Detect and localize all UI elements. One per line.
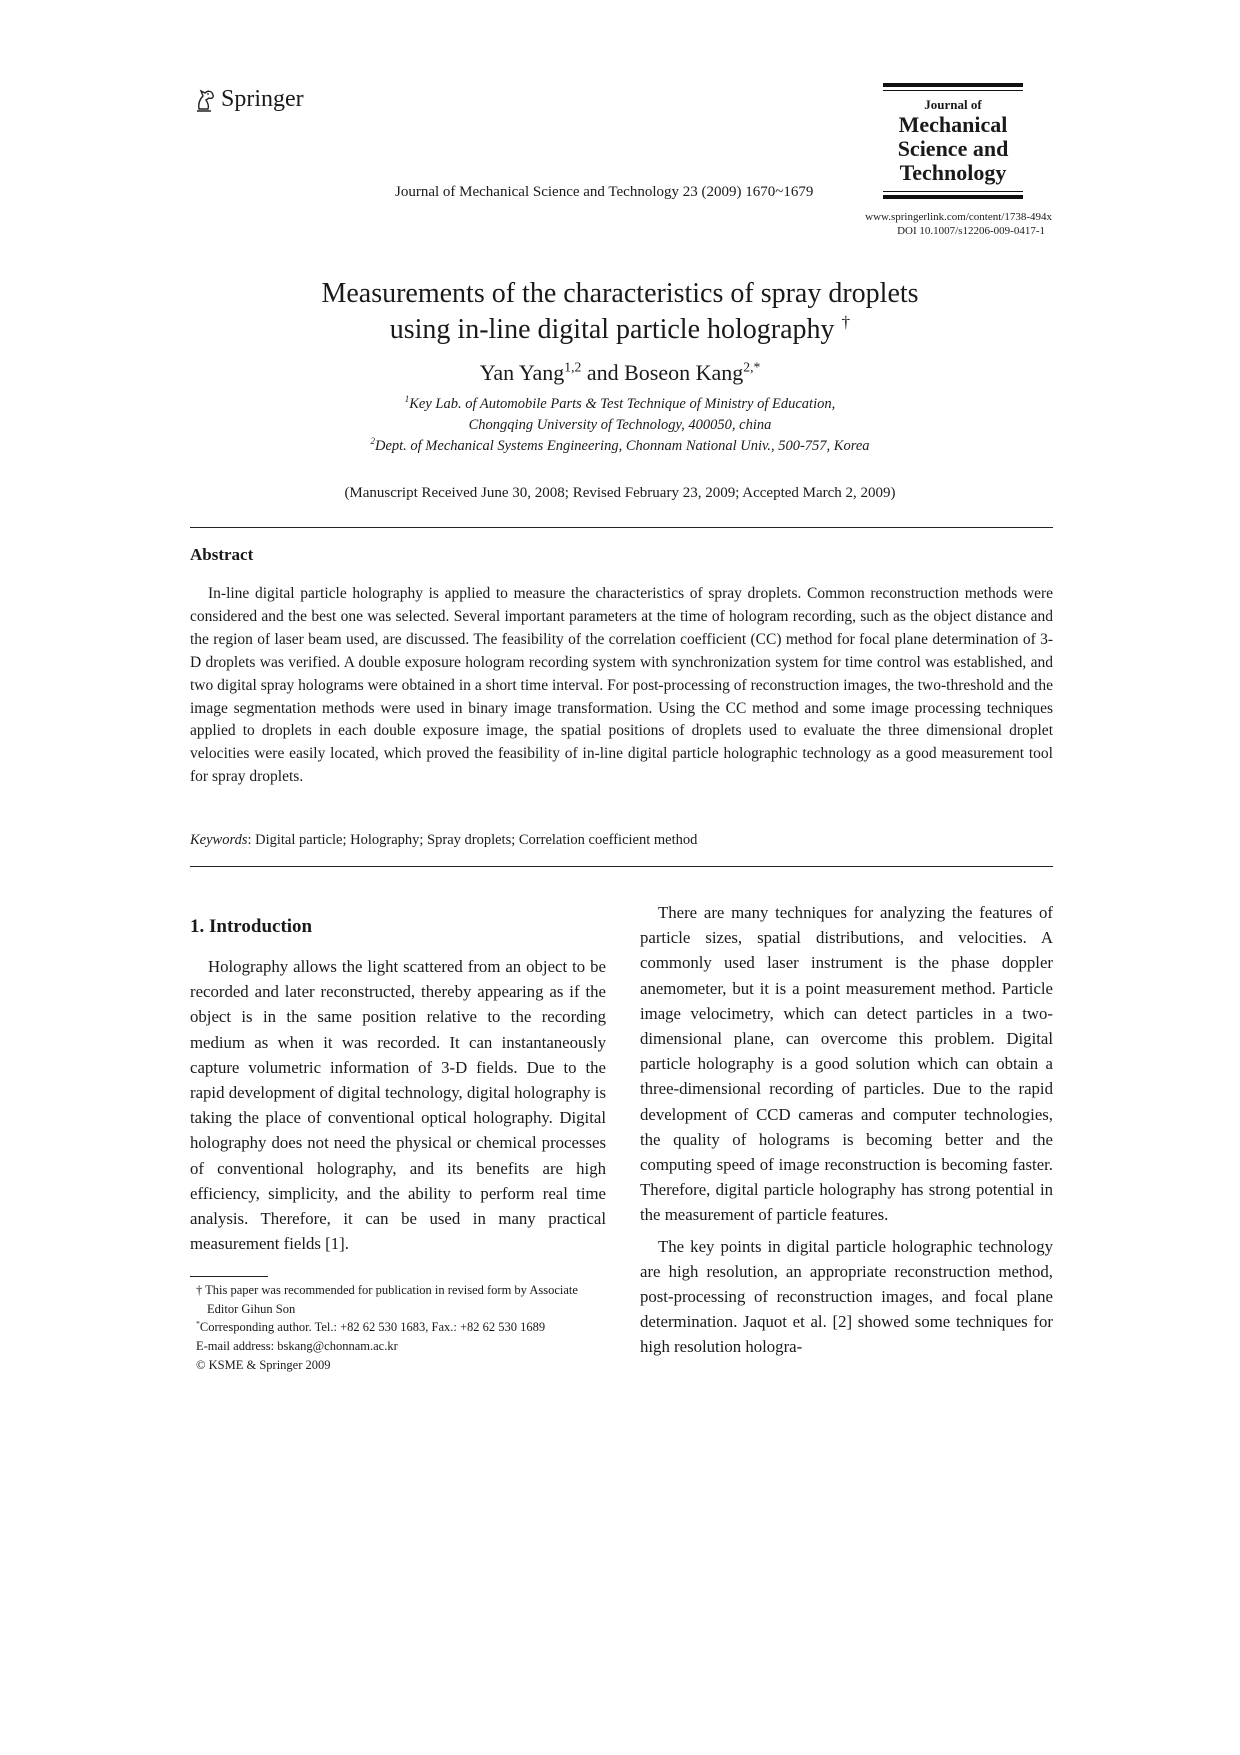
affiliation-1 [190, 396, 1050, 413]
footnote-rule [190, 1276, 268, 1277]
footnote-recommend-cont: Editor Gihun Son [207, 1301, 296, 1316]
manuscript-dates: (Manuscript Received June 30, 2008; Revised February 23, 2009; Accepted March 2, 2009) [344, 485, 896, 501]
abstract-body [190, 583, 1053, 789]
journal-title-box [883, 83, 1023, 199]
footnote-copyright: © KSME & Springer 2009 [196, 1357, 331, 1372]
abstract-text: In-line digital particle holography is applied to measure the characteristics of spray droplets. Common reconstruction methods were considered and the best one was selected. Several important parameters at the time of hologram recording, such as the object distance and the region of laser beam used, are discussed. The feasibility of the correlation coefficient (CC) method for focal plane determination of 3-D droplets was verified. A double exposure hologram recording system with synchronization system for time control was established, and two digital spray holograms were obtained in a short time interval. For post-processing of reconstruction images, the two-threshold and the image segmentation methods were used in binary image transformation. Using the CC method and some image processing techniques applied to droplets in each double exposure image, the spatial positions of droplets used to evaluate the three dimensional droplet velocities were easily located, which proved the feasibility of in-line digital particle holographic technology as a good measurement tool for spray droplets. [190, 585, 1053, 786]
title-footnote-mark: † [841, 312, 851, 332]
keywords-line [190, 832, 1053, 849]
keywords-text: : Digital particle; Holography; Spray droplets; Correlation coefficient method [247, 832, 698, 848]
journal-name-line: Science and [897, 136, 1009, 161]
footnote-corresponding [196, 1318, 606, 1337]
article-doi[interactable]: DOI 10.1007/s12206-009-0417-1 [897, 225, 1045, 237]
box-rule-bottom-thick [883, 195, 1023, 199]
intro-paragraph: The key points in digital particle holographic technology are high resolution, an appropriate reconstruction method, post-processing of reconstruction images, and focal plane determination. Jaquot et al. [2] showed some techniques for high resolution hologra- [640, 1236, 1053, 1357]
affiliation-mark: 1 [404, 394, 410, 405]
affiliation-mark: 2 [370, 436, 375, 447]
footnote-recommend: † This paper was recommended for publication in revised form by Associate [196, 1283, 578, 1297]
divider-bottom [190, 866, 1053, 867]
corresponding-mark: * [196, 1319, 200, 1329]
affiliation-text: Chongqing University of Technology, 400050, china [468, 417, 772, 433]
box-rule-top-thick [883, 83, 1023, 87]
affiliation-text: Key Lab. of Automobile Parts & Test Technique of Ministry of Education, [409, 396, 836, 412]
footnotes [196, 1281, 606, 1375]
footnote-email[interactable]: E-mail address: bskang@chonnam.ac.kr [196, 1339, 398, 1354]
section-heading-introduction: 1. Introduction [190, 916, 313, 937]
abstract-heading: Abstract [190, 545, 254, 564]
corresponding-text: Corresponding author. Tel.: +82 62 530 1683, Fax.: +82 62 530 1689 [199, 1320, 546, 1335]
affiliation-2 [190, 438, 1050, 455]
paper-title-line-2-text: using in-line digital particle holography [389, 314, 835, 345]
publisher-name: Springer [221, 85, 304, 112]
journal-name-line: Technology [899, 160, 1007, 185]
author-2: Boseon Kang [624, 360, 744, 385]
journal-of-label: Journal of [924, 97, 982, 112]
journal-citation: Journal of Mechanical Science and Technology 23 (2009) 1670~1679 [395, 184, 814, 200]
keywords-label: Keywords [190, 832, 248, 848]
author-joiner: and [581, 360, 625, 385]
author-1-affil: 1,2 [564, 359, 582, 375]
left-column [190, 954, 606, 1256]
publisher-logo [191, 85, 304, 113]
paper-title-line-2 [190, 314, 1050, 346]
affiliation-1-cont [190, 417, 1050, 434]
author-line [190, 360, 1050, 386]
paper-title-line-1: Measurements of the characteristics of spray droplets [321, 278, 919, 309]
box-rule-bottom-thin [883, 191, 1023, 192]
divider-top [190, 527, 1053, 528]
article-url[interactable]: www.springerlink.com/content/1738-494x [865, 211, 1052, 223]
author-1: Yan Yang [479, 360, 565, 385]
affiliation-text: Dept. of Mechanical Systems Engineering, Chonnam National Univ., 500-757, Korea [374, 438, 870, 454]
journal-name-line: Mechanical [898, 112, 1008, 137]
springer-knight-icon [191, 85, 217, 113]
intro-paragraph: There are many techniques for analyzing the features of particle sizes, spatial distributions, and velocities. A commonly used laser instrument is the phase doppler anemometer, but it is a point measurement method. Particle image velocimetry, which can detect particles in a two-dimensional plane, can overcome this problem. Digital particle holography is a good solution which can obtain a three-dimensional recording of particles. Due to the rapid development of CCD cameras and computer technologies, the quality of holograms is becoming better and the computing speed of image reconstruction is becoming faster. Therefore, digital particle holography has strong potential in the measurement of particle features. [640, 903, 1053, 1225]
intro-paragraph: Holography allows the light scattered from an object to be recorded and later reconstructed, thereby appearing as if the object is in the same position relative to the recording medium as when it was recorded. It can instantaneously capture volumetric information of 3-D fields. Due to the rapid development of digital technology, digital holography is taking the place of conventional optical holography. Digital holography does not need the physical or chemical processes of conventional holography, and its benefits are high efficiency, simplicity, and the ability to perform real time analysis. Therefore, it can be used in many practical measurement fields [1]. [190, 957, 606, 1254]
right-column [640, 900, 1053, 1360]
box-rule-top-thin [883, 90, 1023, 91]
author-2-affil: 2,* [743, 359, 761, 375]
